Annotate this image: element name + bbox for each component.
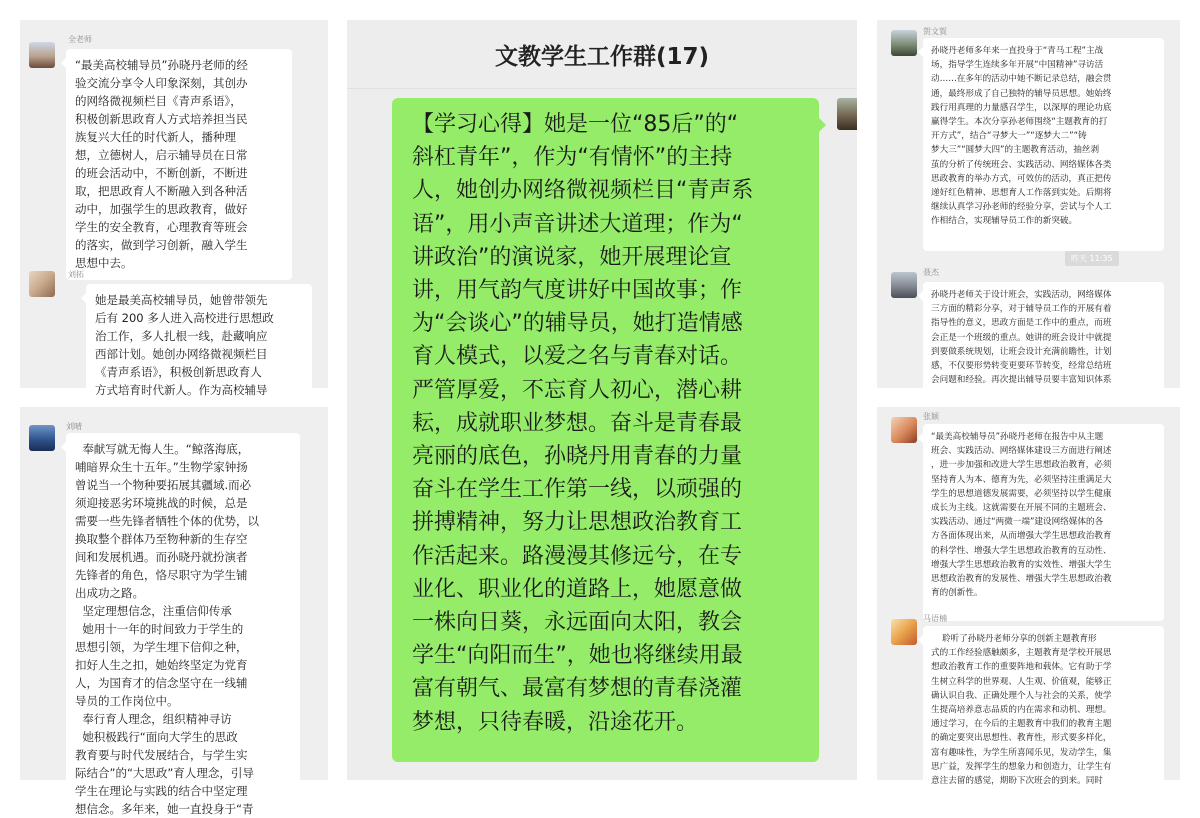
message-bubble[interactable]: 奉献写就无悔人生。“鲸落海底， 哺暗界众生十五年。”生物学家钟扬 曾说当一个物种要拓展其疆域.而必 须迎接恶劣环境挑战的时候，总是 需要一些先锋者牺牲个体的优势，以 换取整个群体乃至物种新的生存空 间和发展机遇。而孙晓丹就扮演者 先锋者的角色，恪尽职守为学生铺 出成功之路。 坚定理想信念，注重信仰传承 她用十一年的时间致力于学生的 思想引领，为学生埋下信仰之种， 扣好人生之扣，她始终坚定为党育 人，为国育才的信念坚守在一线辅 导员的工作岗位中。 奉行育人理念，组织精神寻访 她积极践行“面向大学生的思政 教育要与时代发展结合，与学生实 际结合”的“大思政”育人理念，引导 学生在理论与实践的结合中坚定理 想信念。多年来，她一直投身于“青 — [66, 433, 300, 807]
sender-name: 刘拓 — [68, 270, 84, 279]
avatar[interactable] — [891, 417, 917, 443]
message-bubble[interactable]: 孙晓丹老师多年来一直投身于“青马工程”主战 场，指导学生连续多年开展“中国精神”寻访活 动……在多年的活动中她不断记录总结，融会贯 通，最终形成了自己独特的辅导员思想。她始终 践行用真理的力量感召学生，以深厚的理论功底 赢得学生。本次分享孙老师围绕“主题教育的打 开方式”，结合“寻梦大一”“逐梦大二”“铸 梦大三”“圆梦大四”的主题教育活动，抽丝剥 茧的分析了传统班会、实践活动、网络媒体各类 思政教育的举办方式，可效仿的活动，真正把传 递好红色精神、思想育人工作落到实处。后期将 继续认真学习孙老师的经验分享，尝试与个人工 作相结合，实现辅导员工作的新突破。 — [923, 38, 1164, 251]
avatar[interactable] — [891, 619, 917, 645]
right-bottom-chat-panel — [877, 407, 1180, 787]
my-message-bubble[interactable]: 【学习心得】她是一位“85后”的“ 斜杠青年”，作为“有情怀”的主持 人，她创办网络微视频栏目“青声系 语”，用小声音讲述大道理；作为“ 讲政治”的演说家，她开展理论宣 讲，用气韵气度讲好中国故事；作 为“会谈心”的辅导员，她打造情感 育人模式，以爱之名与青春对话。 严管厚爱，不忘育人初心，潜心耕 耘，成就职业梦想。奋斗是青春最 亮丽的底色，孙晓丹用青春的力量 奋斗在学生工作第一线，以顽强的 拼搏精神，努力让思想政治教育工 作活起来。路漫漫其修远兮，在专 业化、职业化的道路上，她愿意做 一株向日葵，永远面向太阳，教会 学生“向阳而生”，她也将继续用最 富有朝气、最富有梦想的青春浇灌 梦想，只待春暖，沿途花开。 — [392, 98, 819, 762]
avatar[interactable] — [891, 272, 917, 298]
sender-name: 张颖 — [923, 412, 939, 421]
sender-name: 聂杰 — [923, 268, 939, 277]
sender-name: 全老师 — [68, 35, 92, 44]
avatar[interactable] — [29, 425, 55, 451]
group-title: 文教学生工作群(17) — [494, 43, 710, 70]
avatar[interactable] — [29, 271, 55, 297]
timestamp-chip: 昨天 11:35 — [1065, 251, 1119, 266]
right-top-chat-panel — [877, 20, 1180, 388]
message-bubble[interactable]: 聆听了孙晓丹老师分享的创新主题教育形 式的工作经验感触颇多，主题教育是学校开展思 想政治教育工作的重要阵地和载体。它有助于学 生树立科学的世界观、人生观、价值观，能够正 确认识自我、正确处理个人与社会的关系，使学 生提高培养意志品质的内在需求和动机、理想。 通过学习，在今后的主题教育中我们的教育主题 的确定要突出思想性、教育性，形式要多样化， 富有趣味性，为学生所喜闻乐见，发动学生，集 思广益，发挥学生的想象力和创造力，让学生有 意注去留的感觉，期盼下次班会的到来。同时 — [923, 626, 1164, 804]
message-bubble[interactable]: 她是最美高校辅导员，她曾带领先 后有 200 多人进入高校进行思想政 治工作，多人扎根一线，赴藏响应 西部计划。她创办网络微视频栏目 《青声系语》，积极创新思政育人 方式培育时代新人。作为高校辅导 — [86, 284, 312, 418]
message-bubble[interactable]: “最美高校辅导员”孙晓丹老师在报告中从主题 班会、实践活动、网络媒体建设三方面进行阐述 ，进一步加强和改进大学生思想政治教育，必须 坚持育人为本、德育为先，必须坚持注重满足大 学生的思想道德发展需要，必须坚持以学生健康 成长为主线。这就需要在开展不同的主题班会、 实践活动、通过“两微一端”建设网络媒体的各 方各面体现出来，从而增强大学生思想政治教育 的科学性、增强大学生思想政治教育的互动性、 增强大学生思想政治教育的实效性、增强大学生 思想政治教育的发展性、增强大学生思想政治教 育的创新性。 — [923, 424, 1164, 621]
my-avatar[interactable] — [837, 98, 857, 130]
avatar[interactable] — [891, 30, 917, 56]
sender-name: 刘晴 — [66, 422, 82, 431]
avatar[interactable] — [29, 42, 55, 68]
left-top-chat-panel — [20, 20, 328, 397]
sender-name: 贺文賀 — [923, 27, 947, 36]
sender-name: 马语楠 — [923, 614, 947, 623]
message-bubble[interactable]: 孙晓丹老师关于设计班会，实践活动，网络媒体 三方面的精彩分享，对于辅导员工作的开展有着 指导性的意义，思政方面是工作中的重点，而班 会正是一个班级的重点。她讲的班会设计中就提 到要做系统规划，让班会设计充满前瞻性，计划 感，不仅要形势转变更要环节转变，经常总结班 会问题和经验。再次提出辅导员要丰富知识体系 — [923, 282, 1164, 406]
left-bottom-chat-panel — [20, 407, 328, 816]
center-chat-panel — [347, 20, 857, 780]
message-bubble[interactable]: “最美高校辅导员”孙晓丹老师的经 验交流分享令人印象深刻，其创办 的网络微视频栏目《青声系语》， 积极创新思政育人方式培养担当民 族复兴大任的时代新人，播种理 想，立德树人，启示辅导员在日常 的班会活动中，不断创新，不断进 取，把思政育人不断融入到各种活 动中，加强学生的思政教育，做好 学生的安全教育，心理教育等班会 的落实，做到学习创新，融入学生 思想中去。 — [66, 49, 292, 280]
chat-title-bar — [347, 20, 857, 89]
